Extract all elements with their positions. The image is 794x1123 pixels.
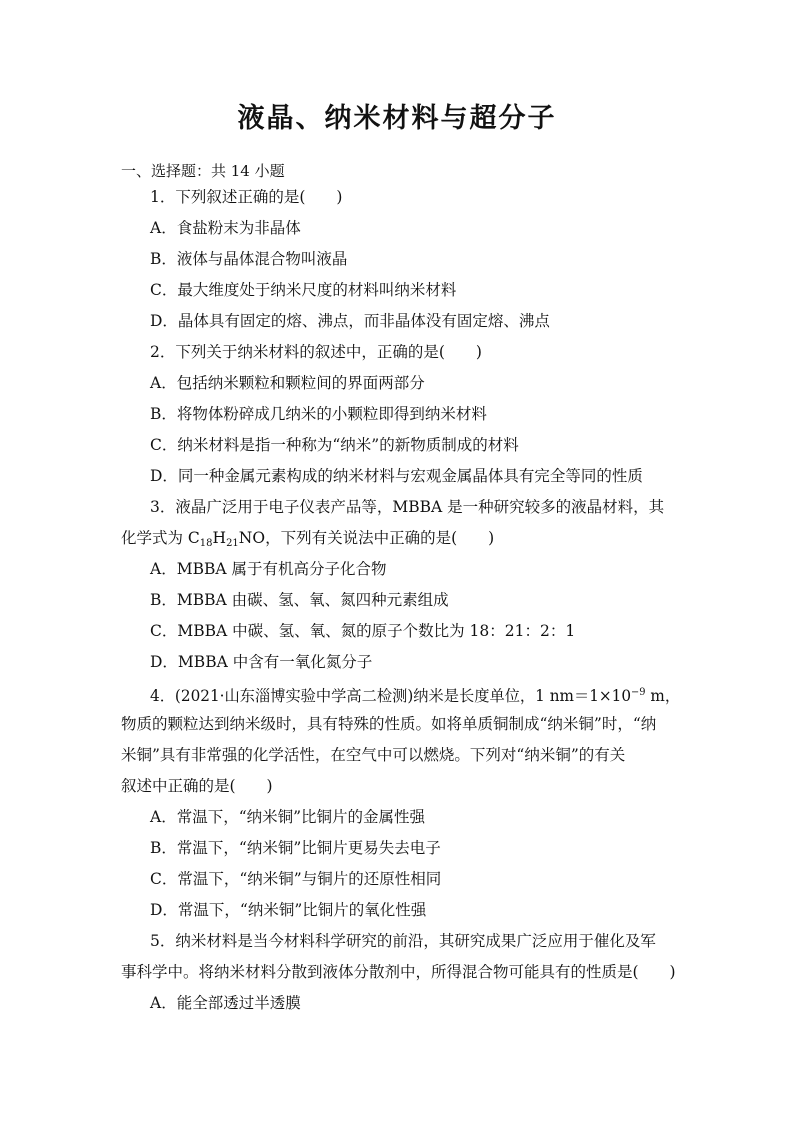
formula-h: H <box>212 529 227 547</box>
question-2-option-b: B．将物体粉碎成几纳米的小颗粒即得到纳米材料 <box>150 405 487 423</box>
formula-prefix: 化学式为 C <box>121 529 200 547</box>
formula-suffix: NO，下列有关说法中正确的是( ) <box>238 529 495 547</box>
question-4-unit: m， <box>645 687 681 705</box>
formula-subscript-c: 18 <box>199 538 213 549</box>
question-5-stem-line-1: 5．纳米材料是当今材料科学研究的前沿，其研究成果广泛应用于催化及军 <box>150 932 656 950</box>
question-1-stem: 1．下列叙述正确的是( ) <box>150 188 343 206</box>
question-4-option-c: C．常温下，“纳米铜”与铜片的还原性相同 <box>150 870 442 888</box>
question-4-stem-line-1-text: 4．(2021·山东淄博实验中学高二检测)纳米是长度单位，1 nm＝1×10 <box>150 687 632 705</box>
question-5-stem-line-2: 事科学中。将纳米材料分散到液体分散剂中，所得混合物可能具有的性质是( ) <box>121 963 676 981</box>
question-3-option-d: D．MBBA 中含有一氧化氮分子 <box>150 653 373 671</box>
question-4-stem-line-3: 米铜”具有非常强的化学活性，在空气中可以燃烧。下列对“纳米铜”的有关 <box>121 746 626 764</box>
question-1-option-c: C．最大维度处于纳米尺度的材料叫纳米材料 <box>150 281 457 299</box>
question-2-option-d: D．同一种金属元素构成的纳米材料与宏观金属晶体具有完全等同的性质 <box>150 467 643 485</box>
question-4-option-a: A．常温下，“纳米铜”比铜片的金属性强 <box>150 808 426 826</box>
question-4-stem-line-2: 物质的颗粒达到纳米级时，具有特殊的性质。如将单质铜制成“纳米铜”时，“纳 <box>121 715 657 733</box>
question-3-option-a: A．MBBA 属于有机高分子化合物 <box>150 560 387 578</box>
question-3-stem-line-2 <box>121 528 494 554</box>
formula-subscript-h: 21 <box>226 538 239 549</box>
exponent: −9 <box>631 687 646 698</box>
question-4-stem-line-4: 叙述中正确的是( ) <box>121 777 273 795</box>
question-1-option-a: A．食盐粉末为非晶体 <box>150 219 301 237</box>
question-5-option-a: A．能全部透过半透膜 <box>150 994 301 1012</box>
question-3-option-b: B．MBBA 由碳、氢、氧、氮四种元素组成 <box>150 591 449 609</box>
question-3-stem-line-1: 3．液晶广泛用于电子仪表产品等，MBBA 是一种研究较多的液晶材料，其 <box>150 498 665 516</box>
section-header: 一、选择题：共 14 小题 <box>121 162 285 180</box>
question-2-stem: 2．下列关于纳米材料的叙述中，正确的是( ) <box>150 343 482 361</box>
question-1-option-d: D．晶体具有固定的熔、沸点，而非晶体没有固定熔、沸点 <box>150 312 550 330</box>
question-2-option-c: C．纳米材料是指一种称为“纳米”的新物质制成的材料 <box>150 436 519 454</box>
page-title: 液晶、纳米材料与超分子 <box>237 103 557 134</box>
question-4-stem-line-1 <box>150 683 680 706</box>
question-1-option-b: B．液体与晶体混合物叫液晶 <box>150 250 348 268</box>
question-3-option-c: C．MBBA 中碳、氢、氧、氮的原子个数比为 18：21：2：1 <box>150 622 576 640</box>
question-4-option-d: D．常温下，“纳米铜”比铜片的氧化性强 <box>150 901 427 919</box>
question-4-option-b: B．常温下，“纳米铜”比铜片更易失去电子 <box>150 839 441 857</box>
question-2-option-a: A．包括纳米颗粒和颗粒间的界面两部分 <box>150 374 425 392</box>
